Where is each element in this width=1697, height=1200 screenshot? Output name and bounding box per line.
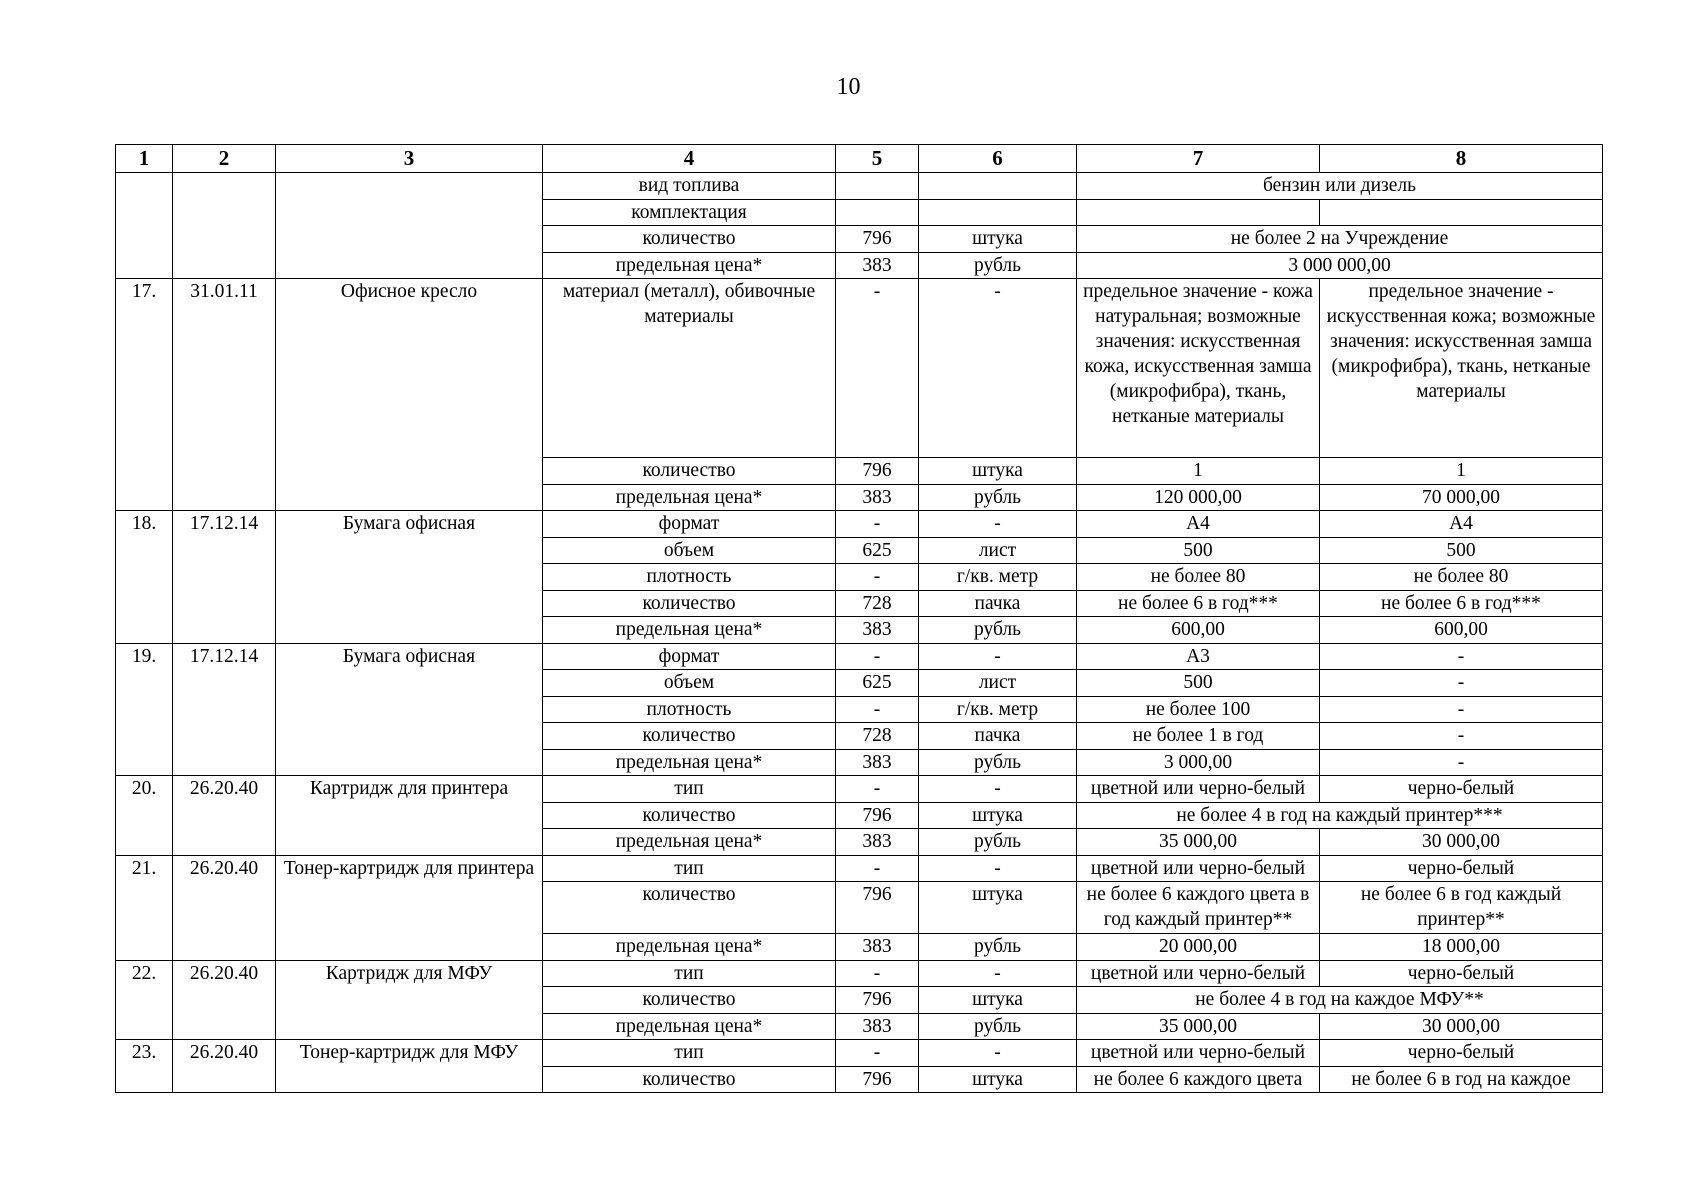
- cell-value-2: не более 6 в год на каждое: [1320, 1066, 1603, 1093]
- page-number: 10: [836, 74, 861, 100]
- cell-characteristic: тип: [543, 1040, 836, 1067]
- cell-code: 26.20.40: [173, 855, 276, 960]
- cell-unit: лист: [919, 670, 1077, 697]
- cell-unit: -: [919, 960, 1077, 987]
- table-row: [116, 1040, 1603, 1067]
- cell-unit: штука: [919, 1066, 1077, 1093]
- cell-characteristic: объем: [543, 537, 836, 564]
- cell-okei: [836, 199, 919, 226]
- cell-name: Бумага офисная: [276, 511, 543, 644]
- cell-value-1: не более 100: [1077, 696, 1320, 723]
- cell-code: 17.12.14: [173, 643, 276, 776]
- cell-okei: -: [836, 776, 919, 803]
- cell-value-1: цветной или черно-белый: [1077, 776, 1320, 803]
- cell-unit: штука: [919, 802, 1077, 829]
- cell-unit: рубль: [919, 1013, 1077, 1040]
- cell-value-2: предельное значение - искусственная кожа; возможные значения: искусственная замша (микрофибра), ткань, нетканые материалы: [1320, 279, 1603, 458]
- cell-unit: рубль: [919, 252, 1077, 279]
- cell-code: 26.20.40: [173, 776, 276, 856]
- cell-num: 19.: [116, 643, 173, 776]
- cell-characteristic: тип: [543, 960, 836, 987]
- cell-unit: г/кв. метр: [919, 696, 1077, 723]
- cell-okei: -: [836, 696, 919, 723]
- cell-num: 20.: [116, 776, 173, 856]
- cell-code: 17.12.14: [173, 511, 276, 644]
- cell-characteristic: количество: [543, 458, 836, 485]
- cell-okei: 796: [836, 987, 919, 1014]
- cell-unit: рубль: [919, 617, 1077, 644]
- cell-value-merged: бензин или дизель: [1077, 173, 1603, 200]
- cell-value-1: не более 6 в год***: [1077, 590, 1320, 617]
- cell-characteristic: формат: [543, 511, 836, 538]
- cell-value-1: А4: [1077, 511, 1320, 538]
- header-col-3: 3: [276, 145, 543, 173]
- header-col-2: 2: [173, 145, 276, 173]
- table-row: [116, 776, 1603, 803]
- cell-code: 26.20.40: [173, 960, 276, 1040]
- cell-value-1: 120 000,00: [1077, 484, 1320, 511]
- cell-okei: 383: [836, 617, 919, 644]
- cell-name: Тонер-картридж для принтера: [276, 855, 543, 960]
- cell-characteristic: предельная цена*: [543, 252, 836, 279]
- cell-okei: -: [836, 855, 919, 882]
- cell-value-2: 30 000,00: [1320, 1013, 1603, 1040]
- table-row: [116, 173, 1603, 200]
- cell-characteristic: плотность: [543, 696, 836, 723]
- cell-value-1: цветной или черно-белый: [1077, 960, 1320, 987]
- cell-unit: рубль: [919, 829, 1077, 856]
- cell-unit: рубль: [919, 749, 1077, 776]
- cell-unit: штука: [919, 987, 1077, 1014]
- cell-unit: -: [919, 279, 1077, 458]
- cell-value-2: 600,00: [1320, 617, 1603, 644]
- cell-value-merged: не более 2 на Учреждение: [1077, 226, 1603, 253]
- cell-value-2: 18 000,00: [1320, 934, 1603, 961]
- cell-characteristic: количество: [543, 1066, 836, 1093]
- cell-value-2: черно-белый: [1320, 776, 1603, 803]
- table-row: [116, 960, 1603, 987]
- cell-characteristic: тип: [543, 855, 836, 882]
- cell-value-2: А4: [1320, 511, 1603, 538]
- cell-value-2: не более 80: [1320, 564, 1603, 591]
- cell-okei: 796: [836, 882, 919, 934]
- cell-characteristic: количество: [543, 590, 836, 617]
- header-col-1: 1: [116, 145, 173, 173]
- cell-value-2: черно-белый: [1320, 855, 1603, 882]
- cell-unit: лист: [919, 537, 1077, 564]
- cell-characteristic: предельная цена*: [543, 484, 836, 511]
- cell-value-1: цветной или черно-белый: [1077, 1040, 1320, 1067]
- header-col-4: 4: [543, 145, 836, 173]
- cell-num: 21.: [116, 855, 173, 960]
- cell-okei: -: [836, 960, 919, 987]
- cell-okei: 728: [836, 723, 919, 750]
- cell-okei: 383: [836, 1013, 919, 1040]
- cell-unit: -: [919, 643, 1077, 670]
- specification-table: [115, 144, 1603, 1093]
- cell-characteristic: объем: [543, 670, 836, 697]
- cell-value-merged: не более 4 в год на каждое МФУ**: [1077, 987, 1603, 1014]
- cell-value-1: 500: [1077, 670, 1320, 697]
- cell-characteristic: плотность: [543, 564, 836, 591]
- cell-characteristic: предельная цена*: [543, 749, 836, 776]
- cell-characteristic: вид топлива: [543, 173, 836, 200]
- cell-unit: -: [919, 776, 1077, 803]
- cell-value-2: [1320, 199, 1603, 226]
- cell-characteristic: количество: [543, 802, 836, 829]
- cell-value-2: 70 000,00: [1320, 484, 1603, 511]
- cell-unit: г/кв. метр: [919, 564, 1077, 591]
- cell-okei: -: [836, 279, 919, 458]
- cell-value-1: не более 1 в год: [1077, 723, 1320, 750]
- cell-unit: -: [919, 855, 1077, 882]
- cell-okei: 796: [836, 802, 919, 829]
- cell-value-merged: 3 000 000,00: [1077, 252, 1603, 279]
- cell-value-2: 1: [1320, 458, 1603, 485]
- cell-characteristic: предельная цена*: [543, 617, 836, 644]
- cell-okei: [836, 173, 919, 200]
- cell-name: Бумага офисная: [276, 643, 543, 776]
- cell-characteristic: формат: [543, 643, 836, 670]
- cell-okei: -: [836, 643, 919, 670]
- cell-characteristic: материал (металл), обивочные материалы: [543, 279, 836, 458]
- cell-unit: рубль: [919, 484, 1077, 511]
- cell-characteristic: количество: [543, 723, 836, 750]
- cell-characteristic: тип: [543, 776, 836, 803]
- cell-okei: -: [836, 511, 919, 538]
- cell-value-1: не более 6 каждого цвета в год каждый принтер**: [1077, 882, 1320, 934]
- cell-unit: -: [919, 1040, 1077, 1067]
- cell-okei: 728: [836, 590, 919, 617]
- cell-characteristic: предельная цена*: [543, 934, 836, 961]
- cell-okei: 796: [836, 458, 919, 485]
- cell-value-2: -: [1320, 723, 1603, 750]
- cell-name: Офисное кресло: [276, 279, 543, 511]
- cell-okei: -: [836, 1040, 919, 1067]
- cell-characteristic: количество: [543, 987, 836, 1014]
- cell-value-1: 35 000,00: [1077, 829, 1320, 856]
- cell-num: 18.: [116, 511, 173, 644]
- cell-value-merged: не более 4 в год на каждый принтер***: [1077, 802, 1603, 829]
- cell-characteristic: предельная цена*: [543, 829, 836, 856]
- cell-value-2: не более 6 в год***: [1320, 590, 1603, 617]
- cell-okei: 625: [836, 537, 919, 564]
- cell-okei: 796: [836, 226, 919, 253]
- table-row: [116, 855, 1603, 882]
- cell-unit: -: [919, 511, 1077, 538]
- cell-okei: 625: [836, 670, 919, 697]
- cell-unit: штука: [919, 882, 1077, 934]
- cell-unit: пачка: [919, 723, 1077, 750]
- cell-value-1: 1: [1077, 458, 1320, 485]
- cell-okei: -: [836, 564, 919, 591]
- cell-unit: [919, 173, 1077, 200]
- cell-value-2: -: [1320, 749, 1603, 776]
- cell-value-2: -: [1320, 643, 1603, 670]
- cell-value-2: не более 6 в год каждый принтер**: [1320, 882, 1603, 934]
- cell-value-2: черно-белый: [1320, 1040, 1603, 1067]
- cell-num: 22.: [116, 960, 173, 1040]
- cell-value-2: 30 000,00: [1320, 829, 1603, 856]
- cell-value-1: не более 6 каждого цвета: [1077, 1066, 1320, 1093]
- cell-value-1: цветной или черно-белый: [1077, 855, 1320, 882]
- cell-characteristic: комплектация: [543, 199, 836, 226]
- cell-name: Тонер-картридж для МФУ: [276, 1040, 543, 1093]
- cell-value-2: -: [1320, 696, 1603, 723]
- cell-code: 31.01.11: [173, 279, 276, 511]
- cell-value-1: 3 000,00: [1077, 749, 1320, 776]
- cell-name: Картридж для МФУ: [276, 960, 543, 1040]
- cell-value-2: -: [1320, 670, 1603, 697]
- cell-characteristic: количество: [543, 226, 836, 253]
- cell-characteristic: предельная цена*: [543, 1013, 836, 1040]
- table-header-row: [116, 145, 1603, 173]
- cell-value-1: 600,00: [1077, 617, 1320, 644]
- cell-value-1: не более 80: [1077, 564, 1320, 591]
- table-row: [116, 643, 1603, 670]
- cell-unit: штука: [919, 458, 1077, 485]
- cell-value-1: [1077, 199, 1320, 226]
- header-col-7: 7: [1077, 145, 1320, 173]
- cell-okei: 383: [836, 484, 919, 511]
- cell-name: [276, 173, 543, 279]
- header-col-6: 6: [919, 145, 1077, 173]
- cell-value-2: 500: [1320, 537, 1603, 564]
- cell-okei: 796: [836, 1066, 919, 1093]
- cell-name: Картридж для принтера: [276, 776, 543, 856]
- header-col-5: 5: [836, 145, 919, 173]
- cell-unit: штука: [919, 226, 1077, 253]
- cell-okei: 383: [836, 252, 919, 279]
- cell-value-2: черно-белый: [1320, 960, 1603, 987]
- cell-code: [173, 173, 276, 279]
- cell-value-1: 35 000,00: [1077, 1013, 1320, 1040]
- header-col-8: 8: [1320, 145, 1603, 173]
- cell-num: 17.: [116, 279, 173, 511]
- cell-value-1: предельное значение - кожа натуральная; возможные значения: искусственная кожа, искусственная замша (микрофибра), ткань, нетканые материалы: [1077, 279, 1320, 458]
- cell-unit: пачка: [919, 590, 1077, 617]
- table-row: [116, 279, 1603, 458]
- cell-value-1: 20 000,00: [1077, 934, 1320, 961]
- cell-okei: 383: [836, 749, 919, 776]
- cell-characteristic: количество: [543, 882, 836, 934]
- cell-num: [116, 173, 173, 279]
- cell-okei: 383: [836, 829, 919, 856]
- cell-value-1: 500: [1077, 537, 1320, 564]
- cell-value-1: А3: [1077, 643, 1320, 670]
- cell-num: 23.: [116, 1040, 173, 1093]
- cell-unit: рубль: [919, 934, 1077, 961]
- cell-unit: [919, 199, 1077, 226]
- cell-code: 26.20.40: [173, 1040, 276, 1093]
- cell-okei: 383: [836, 934, 919, 961]
- table-row: [116, 511, 1603, 538]
